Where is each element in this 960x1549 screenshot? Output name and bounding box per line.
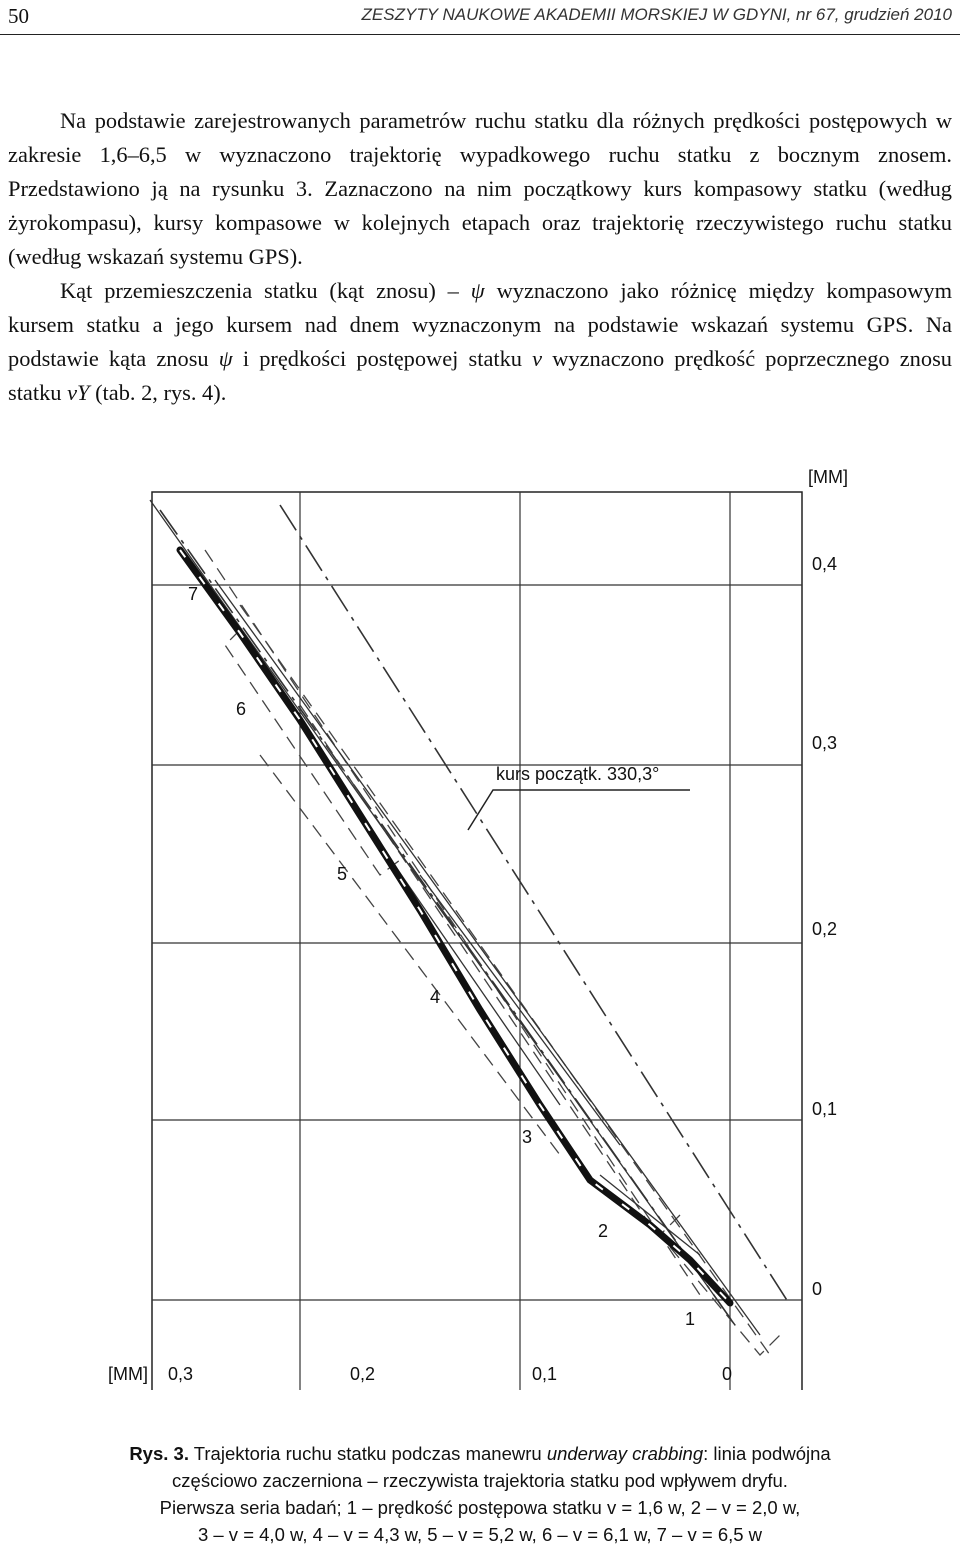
body-text (8, 104, 952, 410)
running-title: ZESZYTY NAUKOWE AKADEMII MORSKIEJ W GDYNI, nr 67, grudzień 2010 (361, 5, 952, 24)
velocity-symbol: v (532, 346, 543, 371)
y-tick-label: 0,1 (812, 1099, 838, 1119)
page-header (0, 0, 960, 35)
y-tick-label: 0,4 (812, 554, 838, 574)
segment-label-7: 7 (188, 584, 199, 604)
segment-label-3: 3 (522, 1127, 533, 1147)
y-unit-label: [MM] (808, 467, 848, 487)
x-tick-label: 0,1 (532, 1364, 558, 1384)
figure-caption: Rys. 3. Trajektoria ruchu statku podczas manewru underway crabbing: linia podwójna częściowo zaczerniona – rzeczywista trajektoria statku pod wpływem dryfu. Pierwsza seria badań; 1 – prędkość postępowa statku v = 1,6 w, 2 – v = 2,0 w, 3 – v = 4,0 w, 4 – v = 4,3 w, 5 – v = 5,2 w, 6 – v = 6,1 w, 7 – v = 6,5 w (20, 1440, 940, 1548)
segment-label-6: 6 (236, 699, 247, 719)
segment-label-1: 1 (685, 1309, 696, 1329)
figure-3 (0, 455, 960, 1455)
y-tick-label: 0 (812, 1279, 823, 1299)
segment-label-2: 2 (598, 1221, 609, 1241)
segment-label-4: 4 (430, 987, 441, 1007)
page-number: 50 (8, 4, 29, 28)
segment-label-5: 5 (337, 864, 348, 884)
psi-symbol: ψ (470, 278, 485, 303)
x-tick-label: 0 (722, 1364, 733, 1384)
caption-line-3: Pierwsza seria badań; 1 – prędkość postępowa statku v = 1,6 w, 2 – v = 2,0 w, (159, 1497, 801, 1518)
caption-line-4: 3 – v = 4,0 w, 4 – v = 4,3 w, 5 – v = 5,2 w, 6 – v = 6,1 w, 7 – v = 6,5 w (197, 1524, 763, 1545)
vy-symbol: vY (67, 380, 90, 405)
caption-term: underway crabbing (546, 1443, 704, 1464)
y-tick-label: 0,3 (812, 733, 838, 753)
x-tick-label: 0,2 (350, 1364, 376, 1384)
psi-symbol-2: ψ (218, 346, 233, 371)
y-tick-label: 0,2 (812, 919, 838, 939)
caption-line-2: częściowo zaczerniona – rzeczywista trajektoria statku pod wpływem dryfu. (172, 1470, 788, 1491)
caption-label: Rys. 3. (129, 1443, 189, 1464)
trajectory-plot (0, 455, 960, 1455)
initial-course-annotation: kurs początk. 330,3° (496, 764, 660, 784)
paragraph-1: Na podstawie zarejestrowanych parametrów ruchu statku dla różnych prędkości postępowych w zakresie 1,6–6,5 w wyznaczono trajektorię wypadkowego ruchu statku z bocznym znosem. Przedstawiono ją na rysunku 3. Zaznaczono na nim początkowy kurs kompasowy statku (według żyrokompasu), kursy kompasowe w kolejnych etapach oraz trajektorię rzeczywistego ruchu statku (według wskazań systemu GPS). (8, 108, 952, 269)
paragraph-2: Kąt przemieszczenia statku (kąt znosu) – ψ wyznaczono jako różnicę między kompasowym kursem statku a jego kursem nad dnem wyznaczonym na podstawie wskazań systemu GPS. Na podstawie kąta znosu ψ i prędkości postępowej statku v wyznaczono prędkość poprzecznego znosu statku vY (tab. 2, rys. 4). (8, 278, 952, 405)
x-unit-label: [MM] (108, 1364, 148, 1384)
x-tick-label: 0,3 (168, 1364, 194, 1384)
